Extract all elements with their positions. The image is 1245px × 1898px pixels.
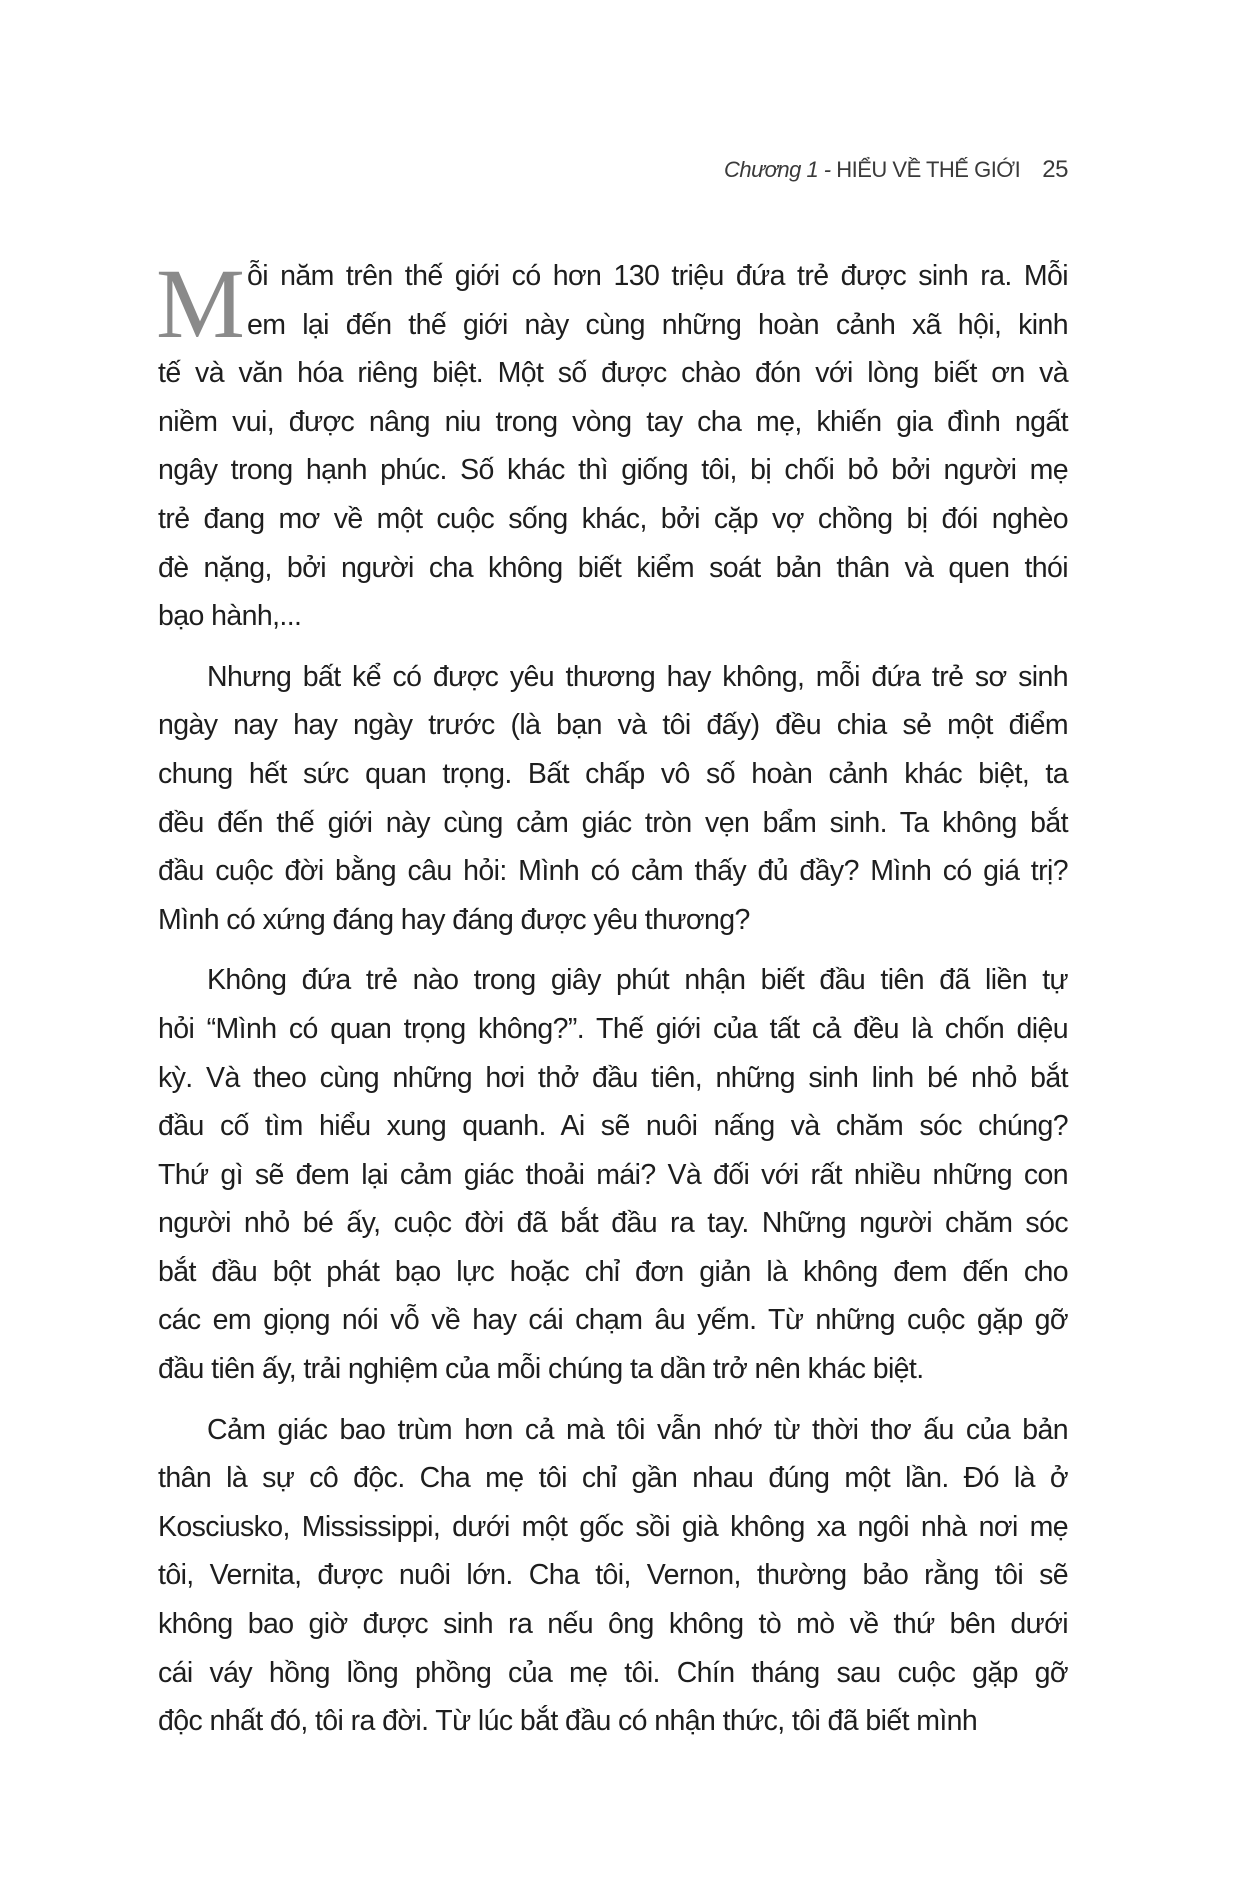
text-line: Không đứa trẻ nào trong giây phút nhận biết đầu tiên đã liền tự (207, 964, 1068, 997)
text-line: trẻ đang mơ về một cuộc sống khác, bởi cặp vợ chồng bị đói nghèo (158, 502, 1068, 535)
text-line: Nhưng bất kể có được yêu thương hay không, mỗi đứa trẻ sơ sinh (207, 660, 1068, 693)
running-header (724, 156, 1068, 184)
text-line: ngày nay hay ngày trước (là bạn và tôi đấy) đều chia sẻ một điểm (158, 709, 1068, 742)
text-line: bạo hành,... (158, 600, 302, 633)
text-line: Kosciusko, Mississippi, dưới một gốc sồi già không xa ngôi nhà nơi mẹ (158, 1510, 1068, 1543)
paragraph (158, 1406, 1068, 1746)
chapter-label: Chương 1 - (724, 157, 837, 182)
page-number: 25 (1042, 156, 1068, 183)
text-line: chung hết sức quan trọng. Bất chấp vô số hoàn cảnh khác biệt, ta (158, 757, 1068, 790)
paragraph (156, 248, 1068, 641)
text-line: đè nặng, bởi người cha không biết kiểm soát bản thân và quen thói (158, 551, 1068, 584)
text-line: hỏi “Mình có quan trọng không?”. Thế giới của tất cả đều là chốn diệu (158, 1012, 1068, 1045)
text-line: Mình có xứng đáng hay đáng được yêu thương? (158, 903, 750, 936)
text-line: độc nhất đó, tôi ra đời. Từ lúc bắt đầu có nhận thức, tôi đã biết mình (158, 1705, 978, 1738)
text-line: tế và văn hóa riêng biệt. Một số được chào đón với lòng biết ơn và (158, 357, 1068, 390)
paragraph (158, 653, 1068, 945)
text-line: niềm vui, được nâng niu trong vòng tay cha mẹ, khiến gia đình ngất (158, 405, 1068, 438)
drop-cap: M (156, 248, 245, 359)
chapter-title: HIỂU VỀ THẾ GIỚI (836, 157, 1021, 182)
text-line: bắt đầu bột phát bạo lực hoặc chỉ đơn giản là không đem đến cho (158, 1255, 1068, 1288)
text-line: không bao giờ được sinh ra nếu ông không tò mò về thứ bên dưới (158, 1608, 1068, 1641)
paragraph (158, 956, 1068, 1393)
text-line: em lại đến thế giới này cùng những hoàn cảnh xã hội, kinh (247, 308, 1068, 341)
text-line: các em giọng nói vỗ về hay cái chạm âu yếm. Từ những cuộc gặp gỡ (158, 1304, 1068, 1337)
text-line: Thứ gì sẽ đem lại cảm giác thoải mái? Và đối với rất nhiều những con (158, 1158, 1068, 1191)
text-line: đầu tiên ấy, trải nghiệm của mỗi chúng ta dần trở nên khác biệt. (158, 1353, 924, 1386)
text-line: đầu cố tìm hiểu xung quanh. Ai sẽ nuôi nấng và chăm sóc chúng? (158, 1110, 1068, 1143)
text-line: thân là sự cô độc. Cha mẹ tôi chỉ gần nhau đúng một lần. Đó là ở (158, 1462, 1068, 1495)
text-line: cái váy hồng lồng phồng của mẹ tôi. Chín tháng sau cuộc gặp gỡ (158, 1656, 1068, 1689)
text-line: ngây trong hạnh phúc. Số khác thì giống tôi, bị chối bỏ bởi người mẹ (158, 454, 1068, 487)
body-text (156, 248, 1068, 1758)
text-line: kỳ. Và theo cùng những hơi thở đầu tiên, những sinh linh bé nhỏ bắt (158, 1061, 1068, 1094)
text-line: đầu cuộc đời bằng câu hỏi: Mình có cảm thấy đủ đầy? Mình có giá trị? (158, 855, 1068, 888)
text-line: người nhỏ bé ấy, cuộc đời đã bắt đầu ra tay. Những người chăm sóc (158, 1207, 1068, 1240)
text-line: đều đến thế giới này cùng cảm giác tròn vẹn bẩm sinh. Ta không bắt (158, 806, 1068, 839)
text-line: Cảm giác bao trùm hơn cả mà tôi vẫn nhớ từ thời thơ ấu của bản (207, 1413, 1068, 1446)
text-line: tôi, Vernita, được nuôi lớn. Cha tôi, Vernon, thường bảo rằng tôi sẽ (158, 1559, 1068, 1592)
text-line: ỗi năm trên thế giới có hơn 130 triệu đứa trẻ được sinh ra. Mỗi (247, 260, 1068, 292)
